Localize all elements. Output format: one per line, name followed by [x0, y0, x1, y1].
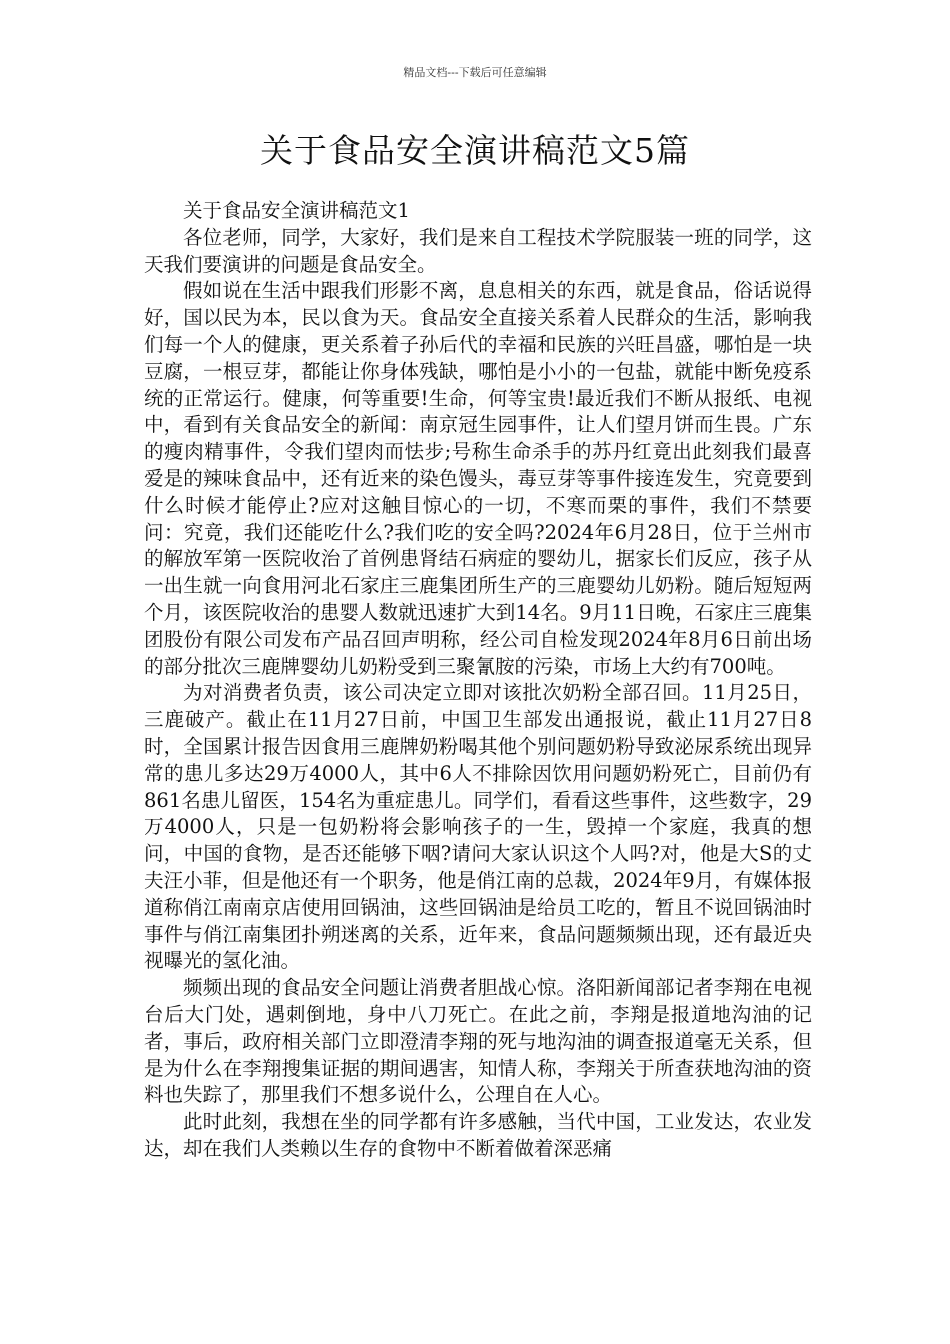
paragraph-greeting: 各位老师，同学，大家好，我们是来自工程技术学院服装一班的同学，这天我们要演讲的问题是食品安全。: [144, 225, 812, 276]
header-note: 精品文档---下载后可任意编辑: [403, 66, 547, 79]
document-title: 关于食品安全演讲稿范文5篇: [260, 131, 690, 170]
paragraph-reflection: 此时此刻，我想在坐的同学都有许多感触，当代中国，工业发达，农业发达，却在我们人类赖以生存的食物中不断着做着深恶痛: [144, 1110, 812, 1160]
paragraph-subtitle: 关于食品安全演讲稿范文1: [183, 199, 410, 222]
paragraph-recall: 为对消费者负责，该公司决定立即对该批次奶粉全部召回。11月25日，三鹿破产。截止在11月27日前，中国卫生部发出通报说，截止11月27日8时，全国累计报告因食用三鹿牌奶粉喝其他个别问题奶粉导致泌尿系统出现异常的患儿多达29万4000人，其中6人不排除因饮用问题奶粉死亡，目前仍有861名患儿留医，154名为重症患儿。同学们，看看这些事件，这些数字，29万4000人，只是一包奶粉将会影响孩子的一生，毁掉一个家庭，我真的想问，中国的食物，是否还能够下咽?请问大家认识这个人吗?对，他是大S的丈夫汪小菲，但是他还有一个职务，他是俏江南的总裁，2024年9月，有媒体报道称俏江南南京店使用回锅油，这些回锅油是给员工吃的，暂且不说回锅油时事件与俏江南集团扑朔迷离的关系，近年来，食品问题频频出现，还有最近央视曝光的氢化油。: [144, 681, 812, 973]
paragraph-food-safety-events: 假如说在生活中跟我们形影不离，息息相关的东西，就是食品，俗话说得好，国以民为本，民以食为天。食品安全直接关系着人民群众的生活，影响我们每一个人的健康，更关系着子孙后代的幸福和民族的兴旺昌盛，哪怕是一块豆腐，一根豆芽，都能让你身体残缺，哪怕是小小的一包盐，就能中断免疫系统的正常运行。健康，何等重要!生命，何等宝贵!最近我们不断从报纸、电视中，看到有关食品安全的新闻：南京冠生园事件，让人们望月饼而生畏。广东的瘦肉精事件，令我们望肉而怯步;号称生命杀手的苏丹红竟出此刻我们最喜爱是的辣味食品中，还有近来的染色馒头，毒豆芽等事件接连发生，究竟要到什么时候才能停止?应对这触目惊心的一切，不寒而栗的事件，我们不禁要问：究竟，我们还能吃什么?我们吃的安全吗?2024年6月28日，位于兰州市的解放军第一医院收治了首例患肾结石病症的婴幼儿，据家长们反应，孩子从一出生就一向食用河北石家庄三鹿集团所生产的三鹿婴幼儿奶粉。随后短短两个月，该医院收治的患婴人数就迅速扩大到14名。9月11日晚，石家庄三鹿集团股份有限公司发布产品召回声明称，经公司自检发现2024年8月6日前出场的部分批次三鹿牌婴幼儿奶粉受到三聚氰胺的污染，市场上大约有700吨。: [144, 279, 812, 678]
paragraph-reporter: 频频出现的食品安全问题让消费者胆战心惊。洛阳新闻部记者李翔在电视台后大门处，遇刺倒地，身中八刀死亡。在此之前，李翔是报道地沟油的记者，事后，政府相关部门立即澄清李翔的死与地沟油的调查报道毫无关系，但是为什么在李翔搜集证据的期间遇害，知情人称，李翔关于所查获地沟油的资料也失踪了，那里我们不想多说什么，公理自在人心。: [144, 976, 812, 1107]
document-body: [144, 198, 812, 1163]
